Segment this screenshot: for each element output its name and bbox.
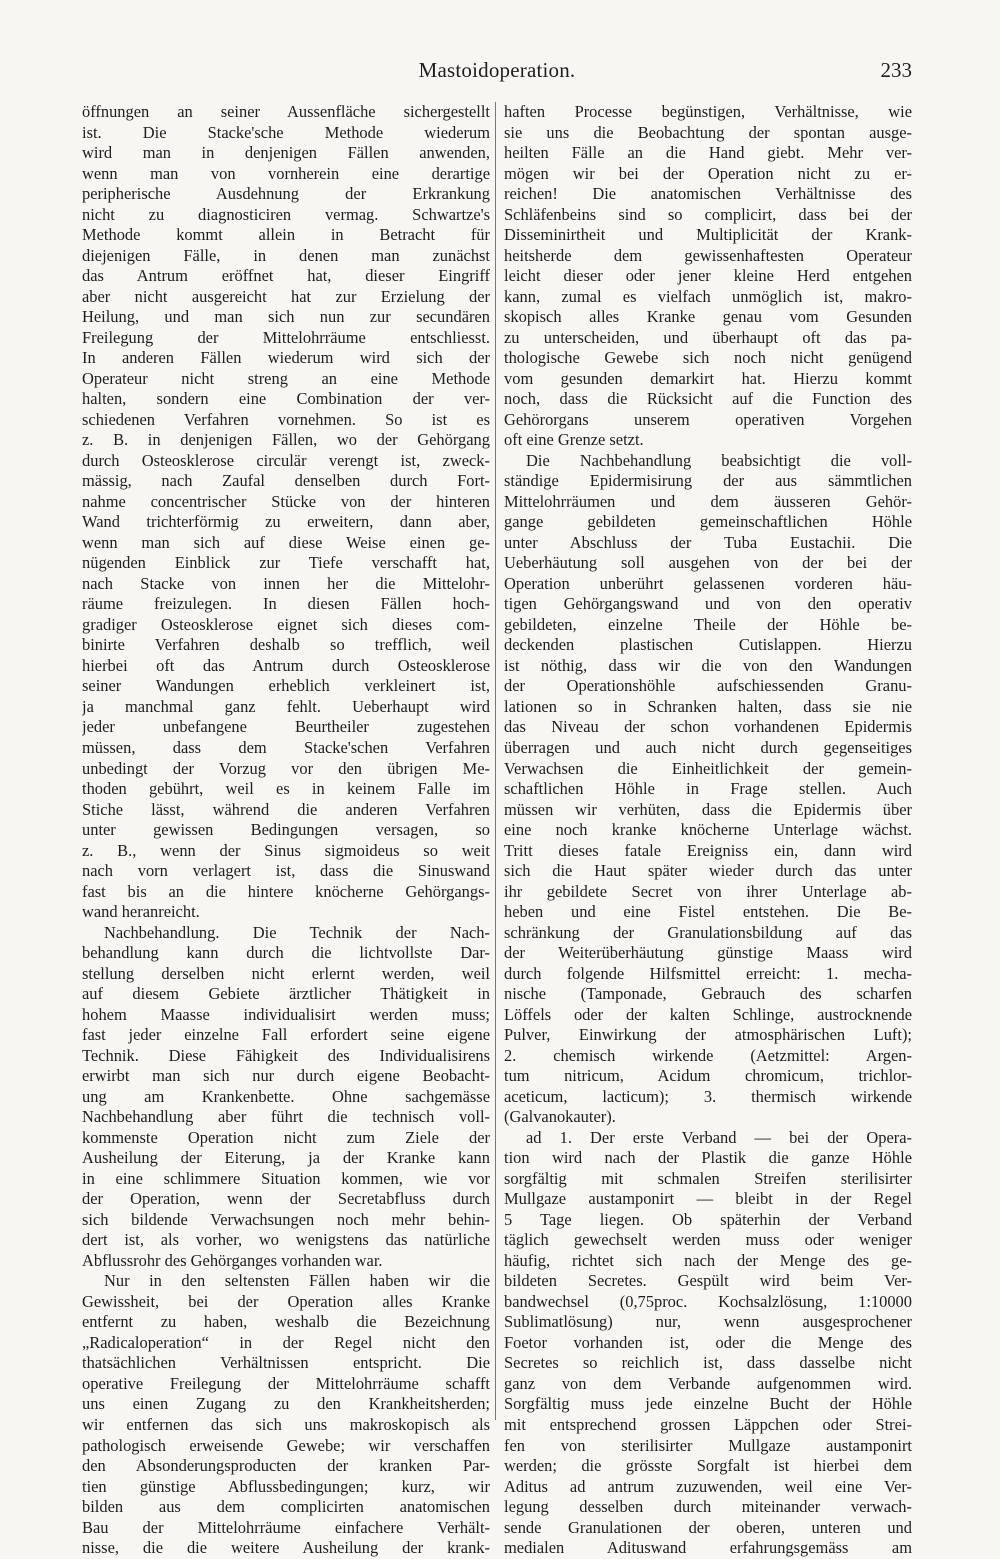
text-line: leicht dieser oder jener kleine Herd entgehen <box>504 266 912 286</box>
text-line: der Weiterüberhäutung günstige Maass wird <box>504 943 912 963</box>
text-line: bildeten Secretes. Gespült wird beim Ver- <box>504 1271 912 1291</box>
text-line: nach Stacke von innen her die Mittelohr- <box>82 573 490 593</box>
text-line: unbedingt der Vorzug vor den übrigen Me- <box>82 758 490 778</box>
text-line: oft eine Grenze setzt. <box>504 430 644 450</box>
text-line: der Operationshöhle aufschiessenden Granu- <box>504 676 912 696</box>
text-line: ist. Die Stacke'sche Methode wiederum <box>82 122 490 142</box>
text-line: z. B., wenn der Sinus sigmoideus so weit <box>82 840 490 860</box>
text-line: tum nitricum, Acidum chromicum, trichlor- <box>504 1066 912 1086</box>
text-line: Nachbehandlung aber führt die technisch voll- <box>82 1107 490 1127</box>
text-line: mit entsprechend grossen Läppchen oder Strei- <box>504 1415 912 1434</box>
text-line: halten, sondern eine Combination der ver- <box>82 389 490 409</box>
text-line: nügenden Einblick zur Tiefe verschafft hat, <box>82 553 490 573</box>
text-line: aceticum, lacticum); 3. thermisch wirkende <box>504 1086 912 1106</box>
text-line: deckenden plastischen Cutislappen. Hierzu <box>504 635 912 655</box>
text-line: müssen wir verhüten, dass die Epidermis über <box>504 799 912 819</box>
text-line: behandlung kann durch die lichtvollste Dar- <box>82 943 490 963</box>
text-line: täglich gewechselt werden muss oder weniger <box>504 1230 912 1250</box>
text-line: wir entfernen das sich uns makroskopisch als <box>82 1415 490 1434</box>
text-line: haften Processe begünstigen, Verhältnisse, wie <box>504 102 912 121</box>
text-line: stellung derselben nicht erlernt werden, weil <box>82 963 490 983</box>
text-line: werden; die grösste Sorgfalt ist hierbei dem <box>504 1456 912 1476</box>
text-line: sich die Haut später wieder durch das unter <box>504 861 912 881</box>
text-line: mögen wir bei der Operation nicht zu er- <box>504 163 912 183</box>
text-line: Verwachsen die Einheitlichkeit der gemein- <box>504 758 912 778</box>
text-line: der Operation, wenn der Secretabfluss durch <box>82 1189 490 1209</box>
text-line: unter Abschluss der Tuba Eustachii. Die <box>504 532 912 552</box>
text-line: Operateur nicht streng an eine Methode <box>82 368 490 388</box>
text-line: Stiche lässt, während die anderen Verfahren <box>82 799 490 819</box>
running-head <box>82 58 912 90</box>
text-line: fast jeder einzelne Fall erfordert seine eigene <box>82 1025 490 1045</box>
text-line: Die Nachbehandlung beabsichtigt die voll- <box>526 450 912 470</box>
text-line: wenn man sich auf diese Weise einen ge- <box>82 532 490 552</box>
text-line: den Absonderungsproducten der kranken Par- <box>82 1456 490 1476</box>
text-line: pathologisch erweisende Gewebe; wir verschaffen <box>82 1435 490 1455</box>
text-line: 5 Tage liegen. Ob späterhin der Verband <box>504 1209 912 1229</box>
text-line: nische (Tamponade, Gebrauch des scharfen <box>504 984 912 1004</box>
text-line: sende Granulationen der oberen, unteren und <box>504 1517 912 1537</box>
text-line: sie uns die Beobachtung der spontan ausge- <box>504 122 912 142</box>
text-line: gange gebildeten gemeinschaftlichen Höhle <box>504 512 912 532</box>
text-line: gebildeten, einzelne Theile der Höhle be- <box>504 614 912 634</box>
text-line: zu unterscheiden, und überhaupt oft das pa- <box>504 327 912 347</box>
text-line: z. B. in denjenigen Fällen, wo der Gehörgang <box>82 430 490 450</box>
text-line: das Niveau der schon vorhandenen Epidermis <box>504 717 912 737</box>
text-line: vom gesunden demarkirt hat. Hierzu kommt <box>504 368 912 388</box>
text-line: Heilung, und man sich nun zur secundären <box>82 307 490 327</box>
page-number: 233 <box>880 58 912 82</box>
text-line: wird man in denjenigen Fällen anwenden, <box>82 143 490 163</box>
text-line: tien günstige Abflussbedingungen; kurz, wir <box>82 1476 490 1496</box>
text-line: Mittelohrräumen und dem äusseren Gehör- <box>504 491 912 511</box>
text-line: nach vorn verlagert ist, dass die Sinuswand <box>82 861 490 881</box>
running-title: Mastoidoperation. <box>418 58 576 82</box>
text-line: In anderen Fällen wiederum wird sich der <box>82 348 490 368</box>
text-line: thologische Gewebe sich noch nicht genügend <box>504 348 912 368</box>
text-line: nahme concentrischer Stücke von der hinteren <box>82 491 490 511</box>
text-line: medialen Adituswand erfahrungsgemäss am <box>504 1538 912 1558</box>
text-line: thatsächlichen Verhältnissen entspricht. Die <box>82 1353 490 1373</box>
text-line: heitsherde dem gewissenhaftesten Operateur <box>504 245 912 265</box>
text-line: schränkung der Granulationsbildung auf das <box>504 922 912 942</box>
text-line: ung am Krankenbette. Ohne sachgemässe <box>82 1086 490 1106</box>
text-line: Gewissheit, bei der Operation alles Kranke <box>82 1291 490 1311</box>
text-line: schiedenen Verfahren vornehmen. So ist es <box>82 409 490 429</box>
text-line: Freilegung der Mittelohrräume entschliesst. <box>82 327 490 347</box>
text-line: durch folgende Hilfsmittel erreicht: 1. mecha- <box>504 963 912 983</box>
text-line: heben und eine Fistel entstehen. Die Be- <box>504 902 912 922</box>
text-line: mässig, nach Zaufal denselben durch Fort- <box>82 471 490 491</box>
text-line: Gehörorgans unserem operativen Vorgehen <box>504 409 912 429</box>
text-line: in eine schlimmere Situation kommen, wie vor <box>82 1168 490 1188</box>
text-line: Pulver, Einwirkung der atmosphärischen Luft); <box>504 1025 912 1045</box>
text-line: kann, zumal es vielfach unmöglich ist, makro- <box>504 286 912 306</box>
text-line: Methode kommt allein in Betracht für <box>82 225 490 245</box>
text-line: kommenste Operation nicht zum Ziele der <box>82 1127 490 1147</box>
text-line: Operation unberührt gelassenen vorderen häu- <box>504 573 912 593</box>
text-line: müssen, dass dem Stacke'schen Verfahren <box>82 737 490 757</box>
text-line: ganz von dem Verbande aufgenommen wird. <box>504 1373 912 1393</box>
text-line: hohem Maasse individualisirt werden muss; <box>82 1004 490 1024</box>
text-line: auf diesem Gebiete ärztlicher Thätigkeit in <box>82 984 490 1004</box>
text-line: dert ist, als vorher, wo wenigstens das natürliche <box>82 1230 490 1250</box>
text-line: Disseminirtheit und Multiplicität der Krank- <box>504 225 912 245</box>
text-line: Abflussrohr des Gehörganges vorhanden war. <box>82 1250 383 1270</box>
text-line: „Radicaloperation“ in der Regel nicht den <box>82 1332 490 1352</box>
text-line: Technik. Diese Fähigkeit des Individualisirens <box>82 1045 490 1065</box>
left-column <box>82 102 490 1559</box>
text-line: Sublimatlösung) nur, wenn ausgesprochener <box>504 1312 912 1332</box>
text-line: Ueberhäutung soll ausgehen von der bei der <box>504 553 912 573</box>
text-line: häufig, richtet sich nach der Menge des ge- <box>504 1250 912 1270</box>
text-line: Nachbehandlung. Die Technik der Nach- <box>104 922 490 942</box>
text-line: noch, dass die Rücksicht auf die Function des <box>504 389 912 409</box>
text-line: ad 1. Der erste Verband — bei der Opera- <box>526 1127 912 1147</box>
text-line: aber nicht ausgereicht hat zur Erzielung der <box>82 286 490 306</box>
text-line: jeder unbefangene Beurtheiler zugestehen <box>82 717 490 737</box>
text-line: wenn man von vornherein eine derartige <box>82 163 490 183</box>
text-line: durch Osteosklerose circulär verengt ist, zweck- <box>82 450 490 470</box>
text-line: tion wird nach der Plastik die ganze Höhle <box>504 1148 912 1168</box>
text-line: operative Freilegung der Mittelohrräume schafft <box>82 1373 490 1393</box>
text-line: Tritt dieses fatale Ereigniss ein, dann wird <box>504 840 912 860</box>
text-line: ständige Epidermisirung der aus sämmtlichen <box>504 471 912 491</box>
text-line: entfernt zu haben, weshalb die Bezeichnung <box>82 1312 490 1332</box>
text-line: seiner Wandungen erheblich verkleinert ist, <box>82 676 490 696</box>
text-line: fast bis an die hintere knöcherne Gehörgangs- <box>82 881 490 901</box>
text-line: 2. chemisch wirkende (Aetzmittel: Argen- <box>504 1045 912 1065</box>
text-line: nisse, die die weitere Ausheilung der krank- <box>82 1538 490 1558</box>
text-line: ist nöthig, dass wir die von den Wandungen <box>504 655 912 675</box>
right-column <box>504 102 912 1559</box>
text-line: skopisch alles Kranke genau vom Gesunden <box>504 307 912 327</box>
text-line: sorgfältig mit schmalen Streifen sterilisirter <box>504 1168 912 1188</box>
text-line: thoden gebührt, weil es in keinem Falle im <box>82 779 490 799</box>
text-line: peripherische Ausdehnung der Erkrankung <box>82 184 490 204</box>
column-divider <box>495 102 496 1420</box>
text-line: sich bildende Verwachsungen noch mehr behin- <box>82 1209 490 1229</box>
text-line: bandwechsel (0,75proc. Kochsalzlösung, 1:10000 <box>504 1291 912 1311</box>
text-line: Foetor vorhanden ist, oder die Menge des <box>504 1332 912 1352</box>
text-line: nicht zu diagnosticiren vermag. Schwartze's <box>82 204 490 224</box>
text-line: fen von sterilisirter Mullgaze austamponirt <box>504 1435 912 1455</box>
text-line: diejenigen Fälle, in denen man zunächst <box>82 245 490 265</box>
text-line: Secretes so reichlich ist, dass dasselbe nicht <box>504 1353 912 1373</box>
text-line: binirte Verfahren deshalb so trefflich, weil <box>82 635 490 655</box>
text-line: Bau der Mittelohrräume einfachere Verhält- <box>82 1517 490 1537</box>
text-line: Löffels oder der kalten Schlinge, austrocknende <box>504 1004 912 1024</box>
text-line: das Antrum eröffnet hat, dieser Eingriff <box>82 266 490 286</box>
text-line: öffnungen an seiner Aussenfläche sichergestellt <box>82 102 490 121</box>
text-line: unter gewissen Bedingungen versagen, so <box>82 820 490 840</box>
text-line: schaftlichen Höhle in Frage stellen. Auch <box>504 779 912 799</box>
text-line: Mullgaze austamponirt — bleibt in der Regel <box>504 1189 912 1209</box>
text-line: wand heranreicht. <box>82 902 200 922</box>
text-line: Ausheilung der Eiterung, ja der Kranke kann <box>82 1148 490 1168</box>
text-line: lationen so in Schranken halten, dass sie nie <box>504 696 912 716</box>
text-line: uns einen Zugang zu den Krankheitsherden; <box>82 1394 490 1414</box>
text-line: gradiger Osteosklerose eignet sich dieses com- <box>82 614 490 634</box>
text-line: ihr gebildete Secret von ihrer Unterlage ab- <box>504 881 912 901</box>
text-line: erwirbt man sich nur durch eigene Beobacht- <box>82 1066 490 1086</box>
text-line: Wand trichterförmig zu erweitern, dann aber, <box>82 512 490 532</box>
text-line: bilden aus dem complicirten anatomischen <box>82 1497 490 1517</box>
text-line: tigen Gehörgangswand und von den operativ <box>504 594 912 614</box>
text-line: räume freizulegen. In diesen Fällen hoch- <box>82 594 490 614</box>
text-line: hierbei oft das Antrum durch Osteosklerose <box>82 655 490 675</box>
text-line: (Galvanokauter). <box>504 1107 616 1127</box>
text-line: eine noch kranke knöcherne Unterlage wächst. <box>504 820 912 840</box>
text-line: Aditus ad antrum zuzuwenden, weil eine Ver- <box>504 1476 912 1496</box>
text-line: Nur in den seltensten Fällen haben wir die <box>104 1271 490 1291</box>
text-line: legung desselben durch miteinander verwach- <box>504 1497 912 1517</box>
text-line: reichen! Die anatomischen Verhältnisse des <box>504 184 912 204</box>
text-line: ja manchmal ganz fehlt. Ueberhaupt wird <box>82 696 490 716</box>
text-line: überragen und auch nicht durch gegenseitiges <box>504 737 912 757</box>
text-line: heilten Fälle an die Hand giebt. Mehr ver- <box>504 143 912 163</box>
text-line: Schläfenbeins sind so complicirt, dass bei der <box>504 204 912 224</box>
text-line: Sorgfältig muss jede einzelne Bucht der Höhle <box>504 1394 912 1414</box>
